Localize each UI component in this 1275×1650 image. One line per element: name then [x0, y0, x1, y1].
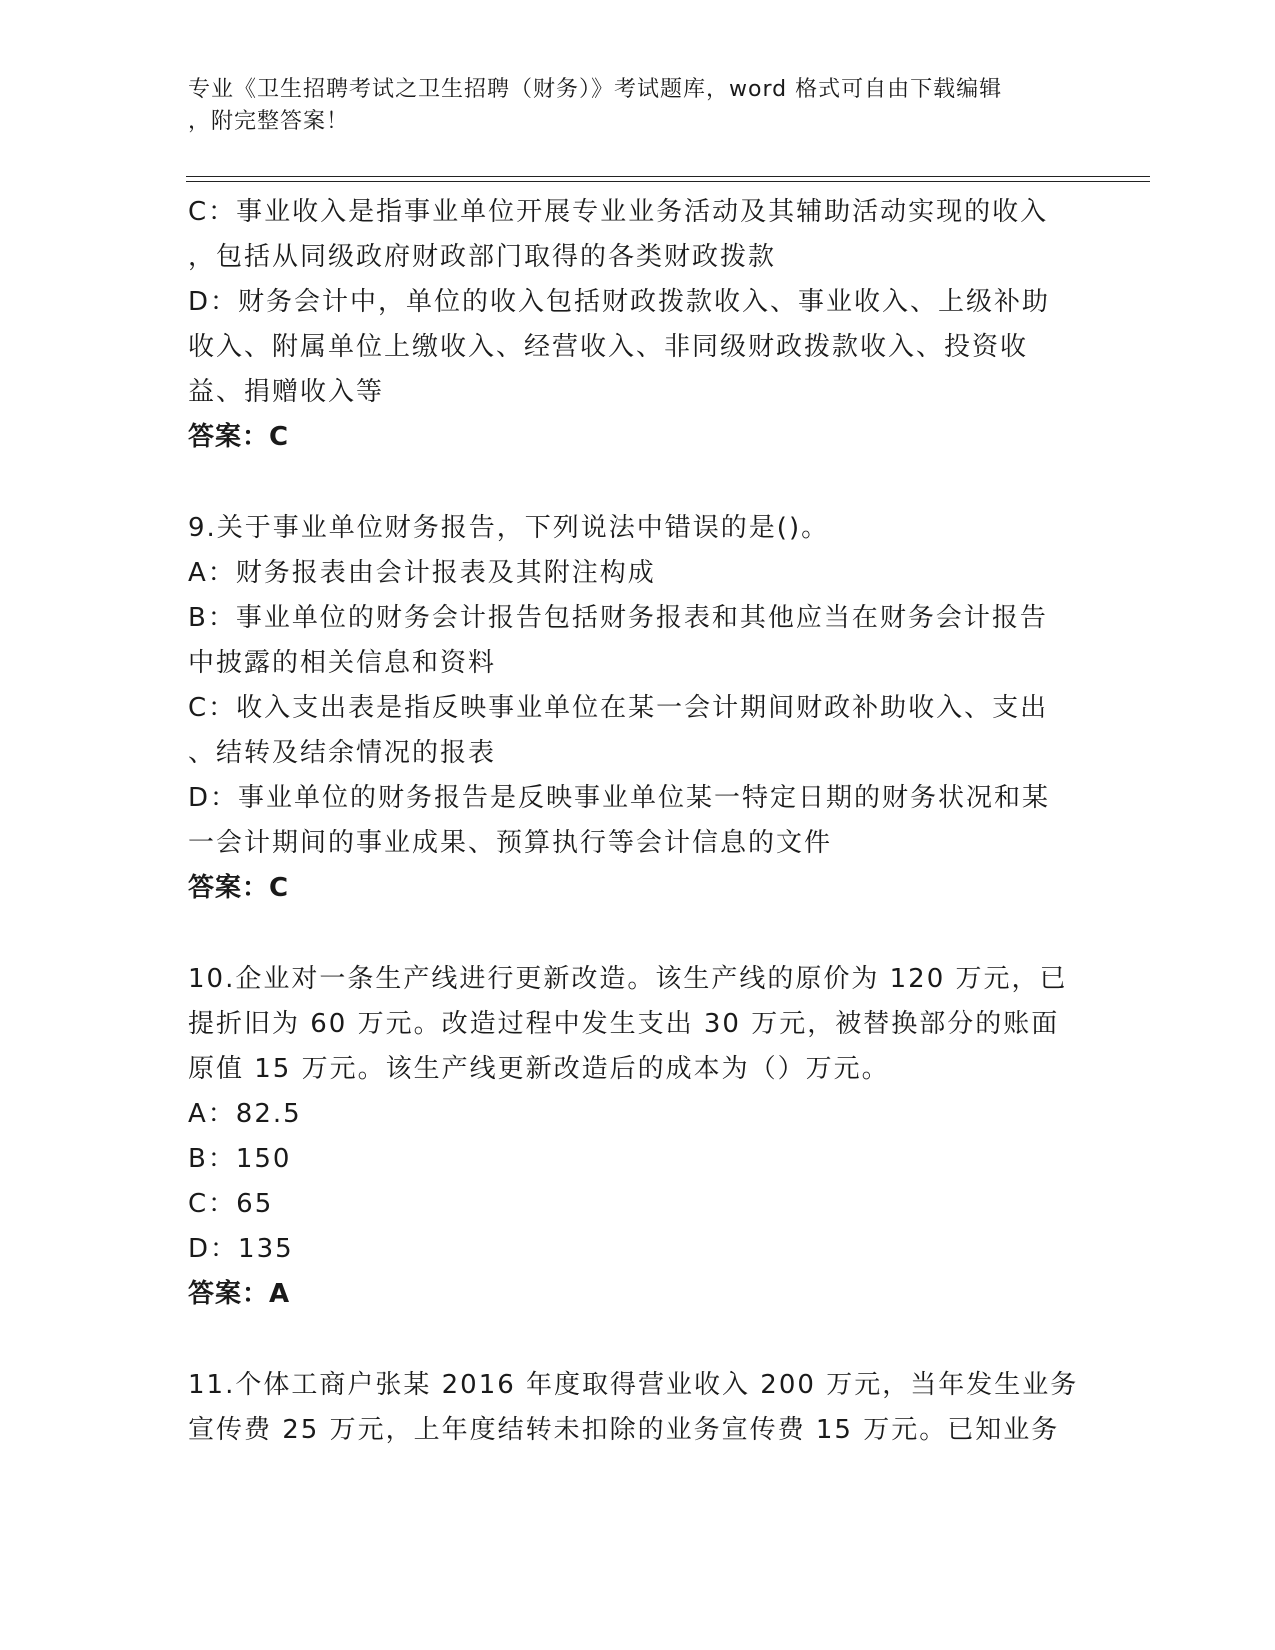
question-block-9 — [188, 506, 1068, 911]
option-d-line-2: 收入、附属单位上缴收入、经营收入、非同级财政拨款收入、投资收 — [188, 332, 1029, 362]
header-line-2: ，附完整答案！ — [188, 109, 350, 134]
answer-label: 答案：A — [188, 1279, 291, 1309]
question-stem-line-1: 10.企业对一条生产线进行更新改造。该生产线的原价为 120 万元，已 — [188, 964, 1068, 994]
option-d: D：135 — [188, 1234, 294, 1264]
header-line-1: 专业《卫生招聘考试之卫生招聘（财务）》考试题库，word 格式可自由下载编辑 — [188, 77, 1003, 102]
option-a: A：82.5 — [188, 1099, 302, 1129]
option-b: B：150 — [188, 1144, 292, 1174]
question-block-10 — [188, 957, 1068, 1317]
option-d-line-3: 益、捐赠收入等 — [188, 377, 385, 407]
option-b-line-1: B：事业单位的财务会计报告包括财务报表和其他应当在财务会计报告 — [188, 603, 1048, 633]
option-b-line-2: 中披露的相关信息和资料 — [188, 648, 497, 678]
header-divider-bottom — [186, 181, 1150, 182]
answer-label: 答案：C — [188, 422, 290, 452]
question-stem: 9.关于事业单位财务报告，下列说法中错误的是()。 — [188, 513, 830, 543]
document-body — [188, 190, 1079, 1453]
option-c-line-2: ，包括从同级政府财政部门取得的各类财政拨款 — [188, 242, 777, 272]
block-spacer — [188, 911, 1068, 957]
option-c-line-1: C：事业收入是指事业单位开展专业业务活动及其辅助活动实现的收入 — [188, 197, 1049, 227]
question-block-8 — [188, 190, 1068, 460]
option-d-line-2: 一会计期间的事业成果、预算执行等会计信息的文件 — [188, 828, 833, 858]
question-block-11 — [188, 1363, 1079, 1453]
question-stem-line-2: 提折旧为 60 万元。改造过程中发生支出 30 万元，被替换部分的账面 — [188, 1009, 1060, 1039]
option-d-line-1: D：财务会计中，单位的收入包括财政拨款收入、事业收入、上级补助 — [188, 287, 1051, 317]
option-c: C：65 — [188, 1189, 274, 1219]
document-header — [188, 74, 1068, 138]
header-divider-top — [186, 176, 1150, 177]
question-stem-line-1: 11.个体工商户张某 2016 年度取得营业收入 200 万元，当年发生业务 — [188, 1370, 1079, 1400]
block-spacer — [188, 1317, 1068, 1363]
question-stem-line-3: 原值 15 万元。该生产线更新改造后的成本为（）万元。 — [188, 1054, 890, 1084]
question-stem-line-2: 宣传费 25 万元，上年度结转未扣除的业务宣传费 15 万元。已知业务 — [188, 1415, 1060, 1445]
option-c-line-1: C：收入支出表是指反映事业单位在某一会计期间财政补助收入、支出 — [188, 693, 1049, 723]
block-spacer — [188, 460, 1068, 506]
option-c-line-2: 、结转及结余情况的报表 — [188, 738, 497, 768]
option-d-line-1: D：事业单位的财务报告是反映事业单位某一特定日期的财务状况和某 — [188, 783, 1051, 813]
option-a: A：财务报表由会计报表及其附注构成 — [188, 558, 656, 588]
answer-label: 答案：C — [188, 873, 290, 903]
